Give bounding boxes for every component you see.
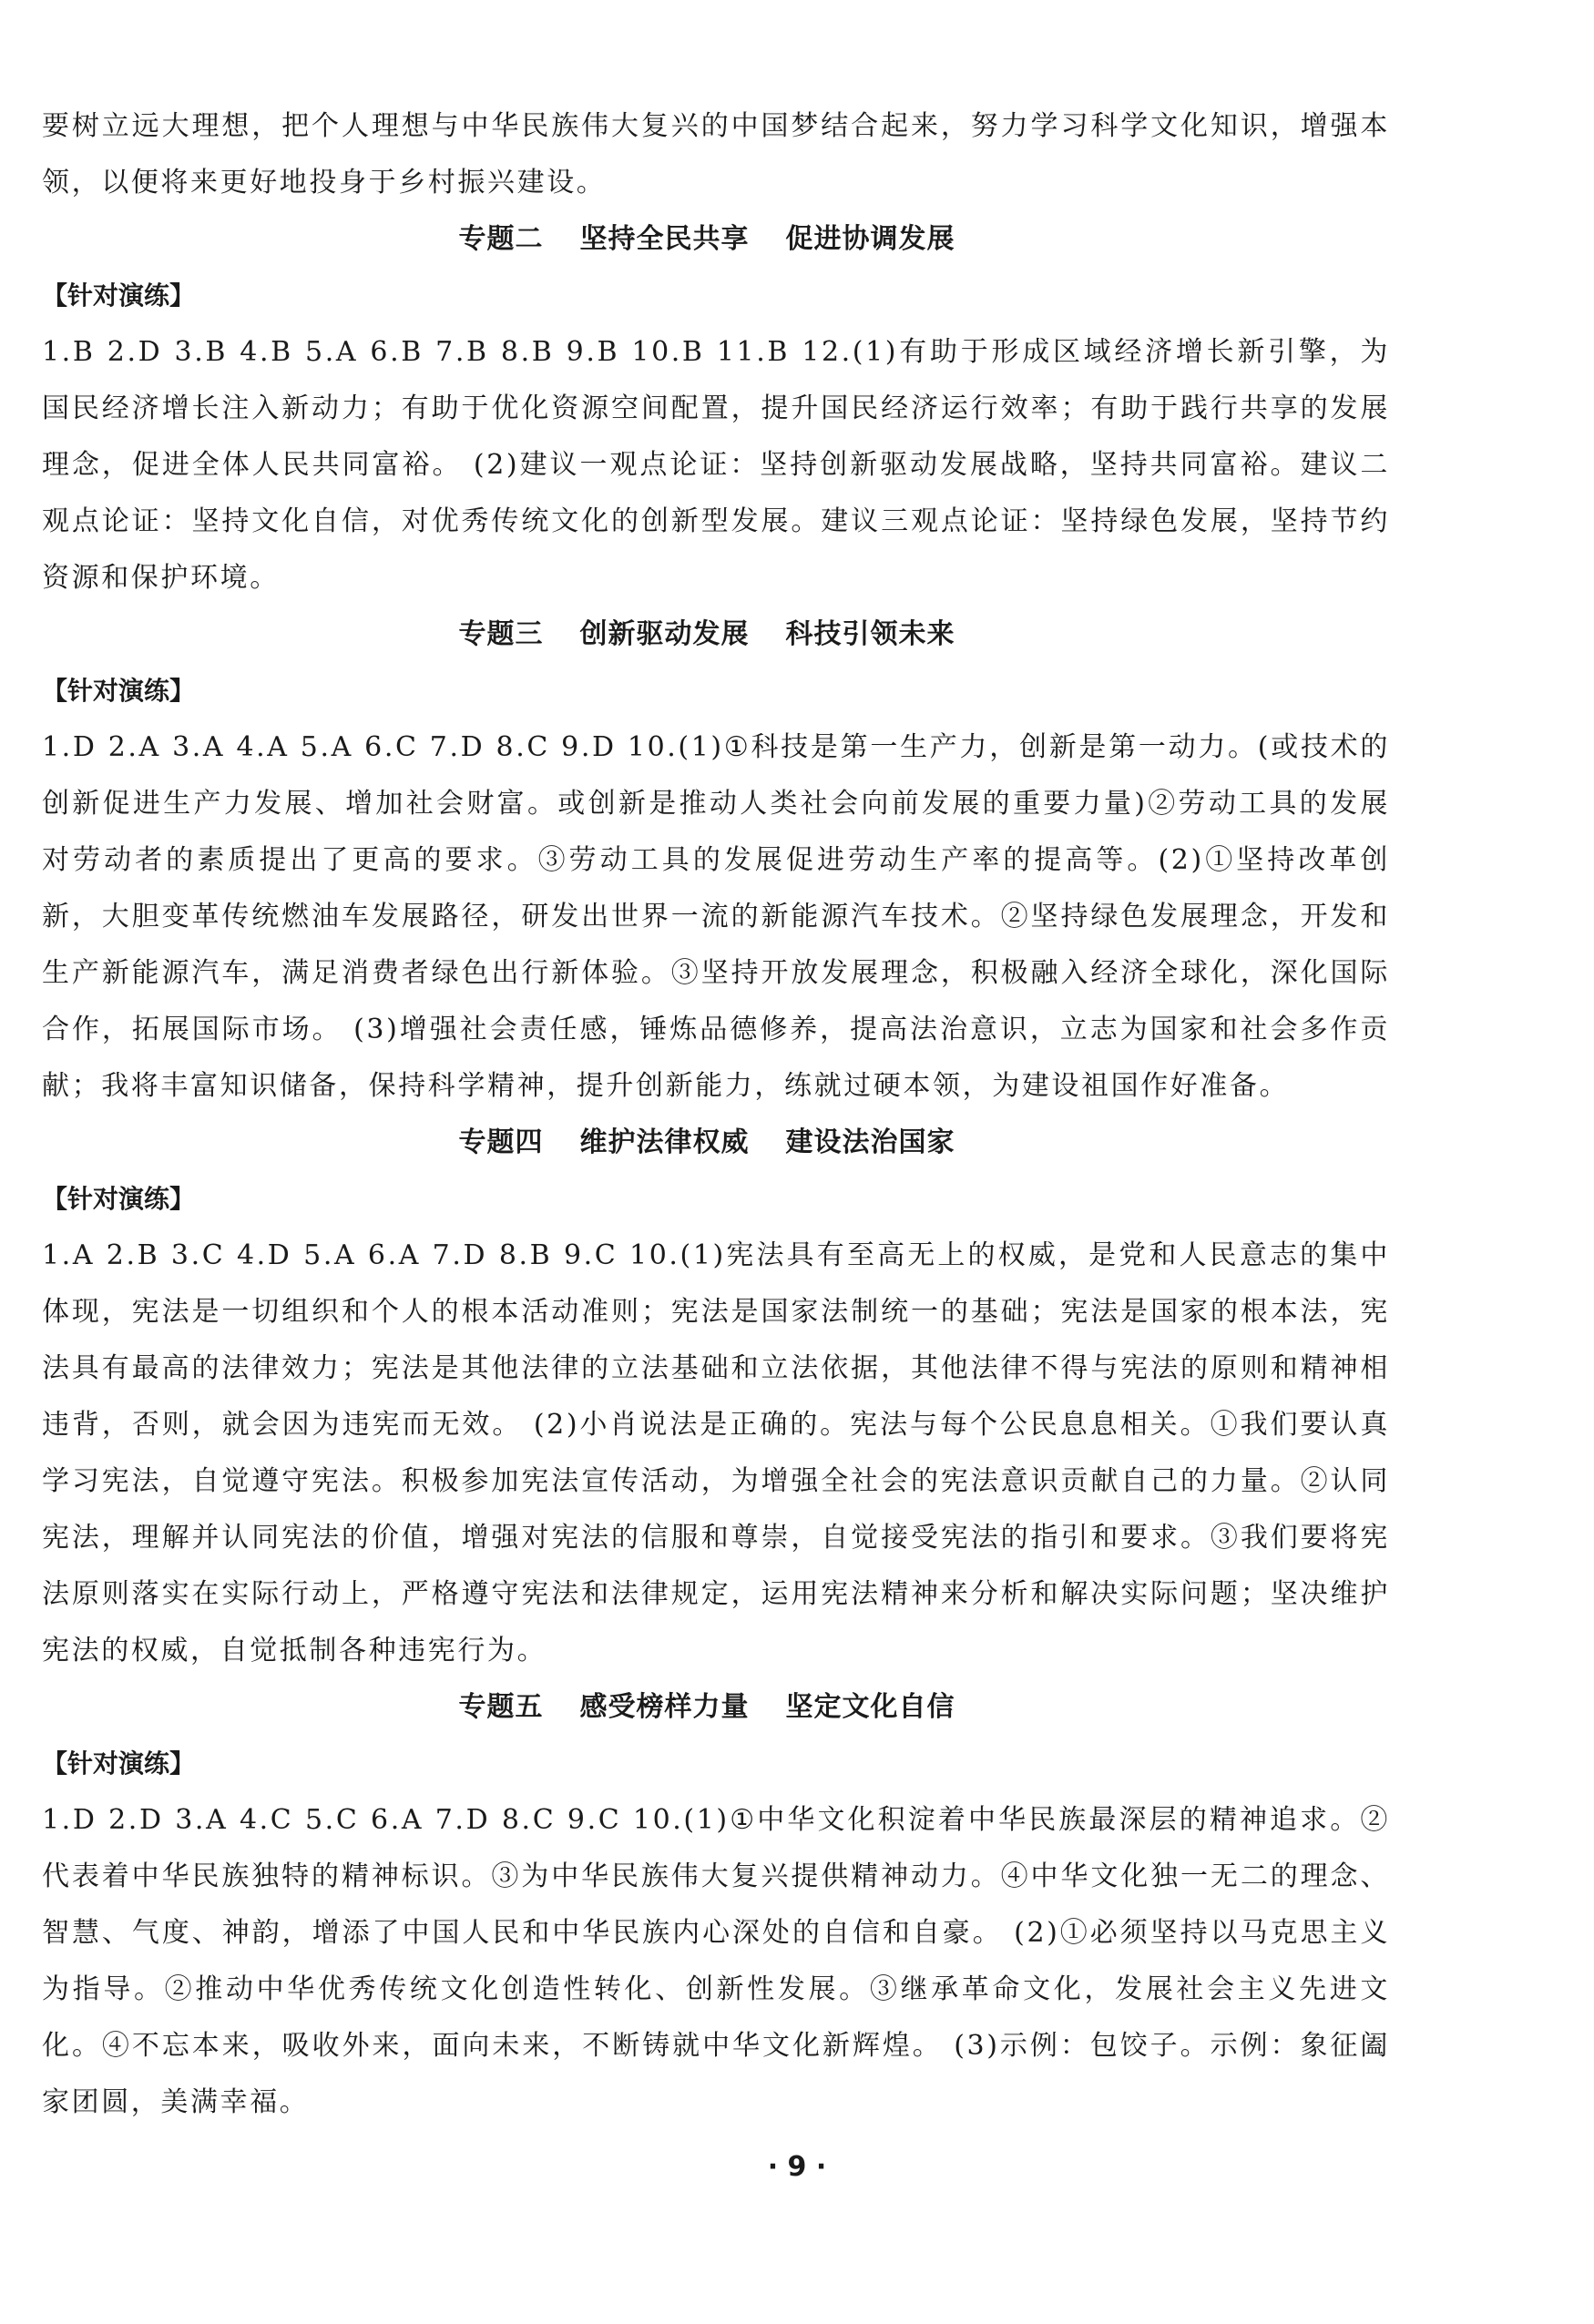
- section-answers: 1.A 2.B 3.C 4.D 5.A 6.A 7.D 8.B 9.C 10.(1)宪法具有至高无上的权威，是党和人民意志的集中体现，宪法是一切组织和个人的根本活动准则；宪法是国家法制统一的基础；宪法是国家的根本法，宪法具有最高的法律效力；宪法是其他法律的立法基础和立法依据，其他法律不得与宪法的原则和精神相违背，否则，就会因为违宪而无效。 (2)小肖说法是正确的。宪法与每个公民息息相关。①我们要认真学习宪法，自觉遵守宪法。积极参加宪法宣传活动，为增强全社会的宪法意识贡献自己的力量。②认同宪法，理解并认同宪法的价值，增强对宪法的信服和尊崇，自觉接受宪法的指引和要求。③我们要将宪法原则落实在实际行动上，严格遵守宪法和法律规定，运用宪法精神来分析和解决实际问题；坚决维护宪法的权威，自觉抵制各种违宪行为。: [42, 1239, 1390, 1667]
- section-3: [42, 606, 1390, 1115]
- section-answers: 1.B 2.D 3.B 4.B 5.A 6.B 7.B 8.B 9.B 10.B 11.B 12.(1)有助于形成区域经济增长新引擎，为国民经济增长注入新动力；有助于优化资源空间配置，提升国民经济运行效率；有助于践行共享的发展理念，促进全体人民共同富裕。 (2)建议一观点论证：坚持创新驱动发展战略，坚持共同富裕。建议二观点论证：坚持文化自信，对优秀传统文化的创新型发展。建议三观点论证：坚持绿色发展，坚持节约资源和保护环境。: [42, 336, 1390, 594]
- section-number: 专题四: [458, 1126, 544, 1158]
- section-heading-b: 建设法治国家: [785, 1126, 955, 1158]
- section-answers: 1.D 2.D 3.A 4.C 5.C 6.A 7.D 8.C 9.C 10.(1)①中华文化积淀着中华民族最深层的精神追求。②代表着中华民族独特的精神标识。③为中华民族伟大复兴提供精神动力。④中华文化独一无二的理念、智慧、气度、神韵，增添了中国人民和中华民族内心深处的自信和自豪。 (2)①必须坚持以马克思主义为指导。②推动中华优秀传统文化创造性转化、创新性发展。③继承革命文化，发展社会主义先进文化。④不忘本来，吸收外来，面向未来，不断铸就中华文化新辉煌。 (3)示例：包饺子。示例：象征阖家团圆，美满幸福。: [42, 1804, 1390, 2118]
- page-number: · 9 ·: [767, 2151, 827, 2183]
- section-2: [42, 211, 1390, 606]
- practice-label: 【针对演练】: [42, 676, 196, 706]
- section-5: [42, 1679, 1390, 2131]
- section-heading-b: 促进协调发展: [785, 223, 955, 255]
- section-4: [42, 1115, 1390, 1679]
- intro-paragraph: 要树立远大理想，把个人理想与中华民族伟大复兴的中国梦结合起来，努力学习科学文化知识，增强本领，以便将来更好地投身于乡村振兴建设。: [42, 110, 1390, 199]
- section-title: [42, 606, 1390, 663]
- section-heading-a: 创新驱动发展: [579, 618, 750, 650]
- section-heading-a: 感受榜样力量: [579, 1691, 750, 1723]
- answer-page: [42, 98, 1390, 2131]
- section-title: [42, 211, 1390, 268]
- practice-label: 【针对演练】: [42, 280, 196, 311]
- section-heading-b: 坚定文化自信: [785, 1691, 955, 1723]
- section-heading-a: 坚持全民共享: [579, 223, 750, 255]
- practice-label: 【针对演练】: [42, 1748, 196, 1779]
- practice-label: 【针对演练】: [42, 1184, 196, 1214]
- section-number: 专题二: [458, 223, 544, 255]
- section-answers: 1.D 2.A 3.A 4.A 5.A 6.C 7.D 8.C 9.D 10.(1)①科技是第一生产力，创新是第一动力。(或技术的创新促进生产力发展、增加社会财富。或创新是推动人类社会向前发展的重要力量)②劳动工具的发展对劳动者的素质提出了更高的要求。③劳动工具的发展促进劳动生产率的提高等。(2)①坚持改革创新，大胆变革传统燃油车发展路径，研发出世界一流的新能源汽车技术。②坚持绿色发展理念，开发和生产新能源汽车，满足消费者绿色出行新体验。③坚持开放发展理念，积极融入经济全球化，深化国际合作，拓展国际市场。 (3)增强社会责任感，锤炼品德修养，提高法治意识，立志为国家和社会多作贡献；我将丰富知识储备，保持科学精神，提升创新能力，练就过硬本领，为建设祖国作好准备。: [42, 731, 1390, 1102]
- section-title: [42, 1115, 1390, 1171]
- section-heading-a: 维护法律权威: [579, 1126, 750, 1158]
- section-title: [42, 1679, 1390, 1736]
- section-heading-b: 科技引领未来: [785, 618, 955, 650]
- section-number: 专题三: [458, 618, 544, 650]
- section-number: 专题五: [458, 1691, 544, 1723]
